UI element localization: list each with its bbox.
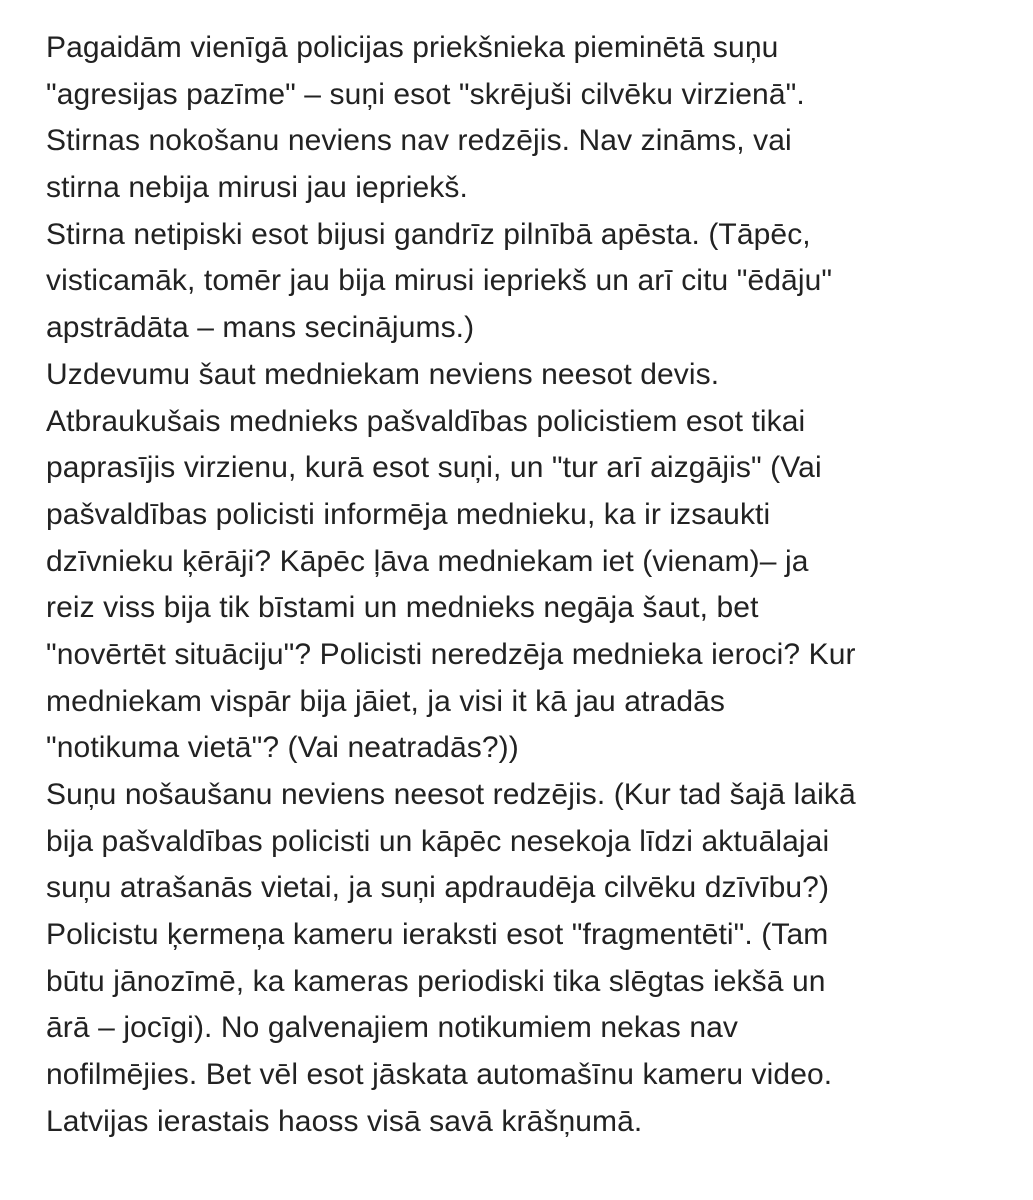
text-line: Uzdevumu šaut medniekam neviens neesot devis. bbox=[46, 357, 720, 391]
text-line: "novērtēt situāciju"? Policisti neredzēja mednieka ieroci? Kur bbox=[46, 637, 856, 671]
text-line: suņu atrašanās vietai, ja suņi apdraudēja cilvēku dzīvību?) bbox=[46, 871, 830, 905]
text-line: paprasījis virzienu, kurā esot suņi, un "tur arī aizgājis" (Vai bbox=[46, 451, 822, 485]
text-line: medniekam vispār bija jāiet, ja visi it kā jau atradās bbox=[46, 684, 726, 718]
text-line: reiz viss bija tik bīstami un mednieks negāja šaut, bet bbox=[46, 591, 759, 625]
body-text bbox=[46, 25, 1021, 1146]
text-line: "notikuma vietā"? (Vai neatradās?)) bbox=[46, 731, 519, 765]
text-line: ārā – jocīgi). No galvenajiem notikumiem nekas nav bbox=[46, 1011, 738, 1045]
text-line: Stirna netipiski esot bijusi gandrīz pilnībā apēsta. (Tāpēc, bbox=[46, 217, 811, 251]
text-line: pašvaldības policisti informēja mednieku, ka ir izsaukti bbox=[46, 497, 771, 531]
text-line: Latvijas ierastais haoss visā savā krāšņumā. bbox=[46, 1104, 643, 1138]
text-line: bija pašvaldības policisti un kāpēc nesekoja līdzi aktuālajai bbox=[46, 824, 830, 858]
text-line: "agresijas pazīme" – suņi esot "skrējuši cilvēku virzienā". bbox=[46, 77, 805, 111]
text-line: dzīvnieku ķērāji? Kāpēc ļāva medniekam iet (vienam)– ja bbox=[46, 544, 809, 578]
text-line: nofilmējies. Bet vēl esot jāskata automašīnu kameru video. bbox=[46, 1058, 833, 1092]
text-line: Suņu nošaušanu neviens neesot redzējis. (Kur tad šajā laikā bbox=[46, 778, 856, 811]
text-line: Atbraukušais mednieks pašvaldības policistiem esot tikai bbox=[46, 404, 806, 438]
text-line: Policistu ķermeņa kameru ieraksti esot "fragmentēti". (Tam bbox=[46, 918, 829, 952]
text-line: būtu jānozīmē, ka kameras periodiski tika slēgtas iekšā un bbox=[46, 964, 826, 998]
text-line: Stirnas nokošanu neviens nav redzējis. Nav zināms, vai bbox=[46, 124, 792, 158]
text-line: stirna nebija mirusi jau iepriekš. bbox=[46, 171, 468, 205]
text-line: visticamāk, tomēr jau bija mirusi iepriekš un arī citu "ēdāju" bbox=[46, 264, 833, 298]
text-line: apstrādāta – mans secinājums.) bbox=[46, 311, 475, 345]
text-line: Pagaidām vienīgā policijas priekšnieka pieminētā suņu bbox=[46, 31, 779, 64]
